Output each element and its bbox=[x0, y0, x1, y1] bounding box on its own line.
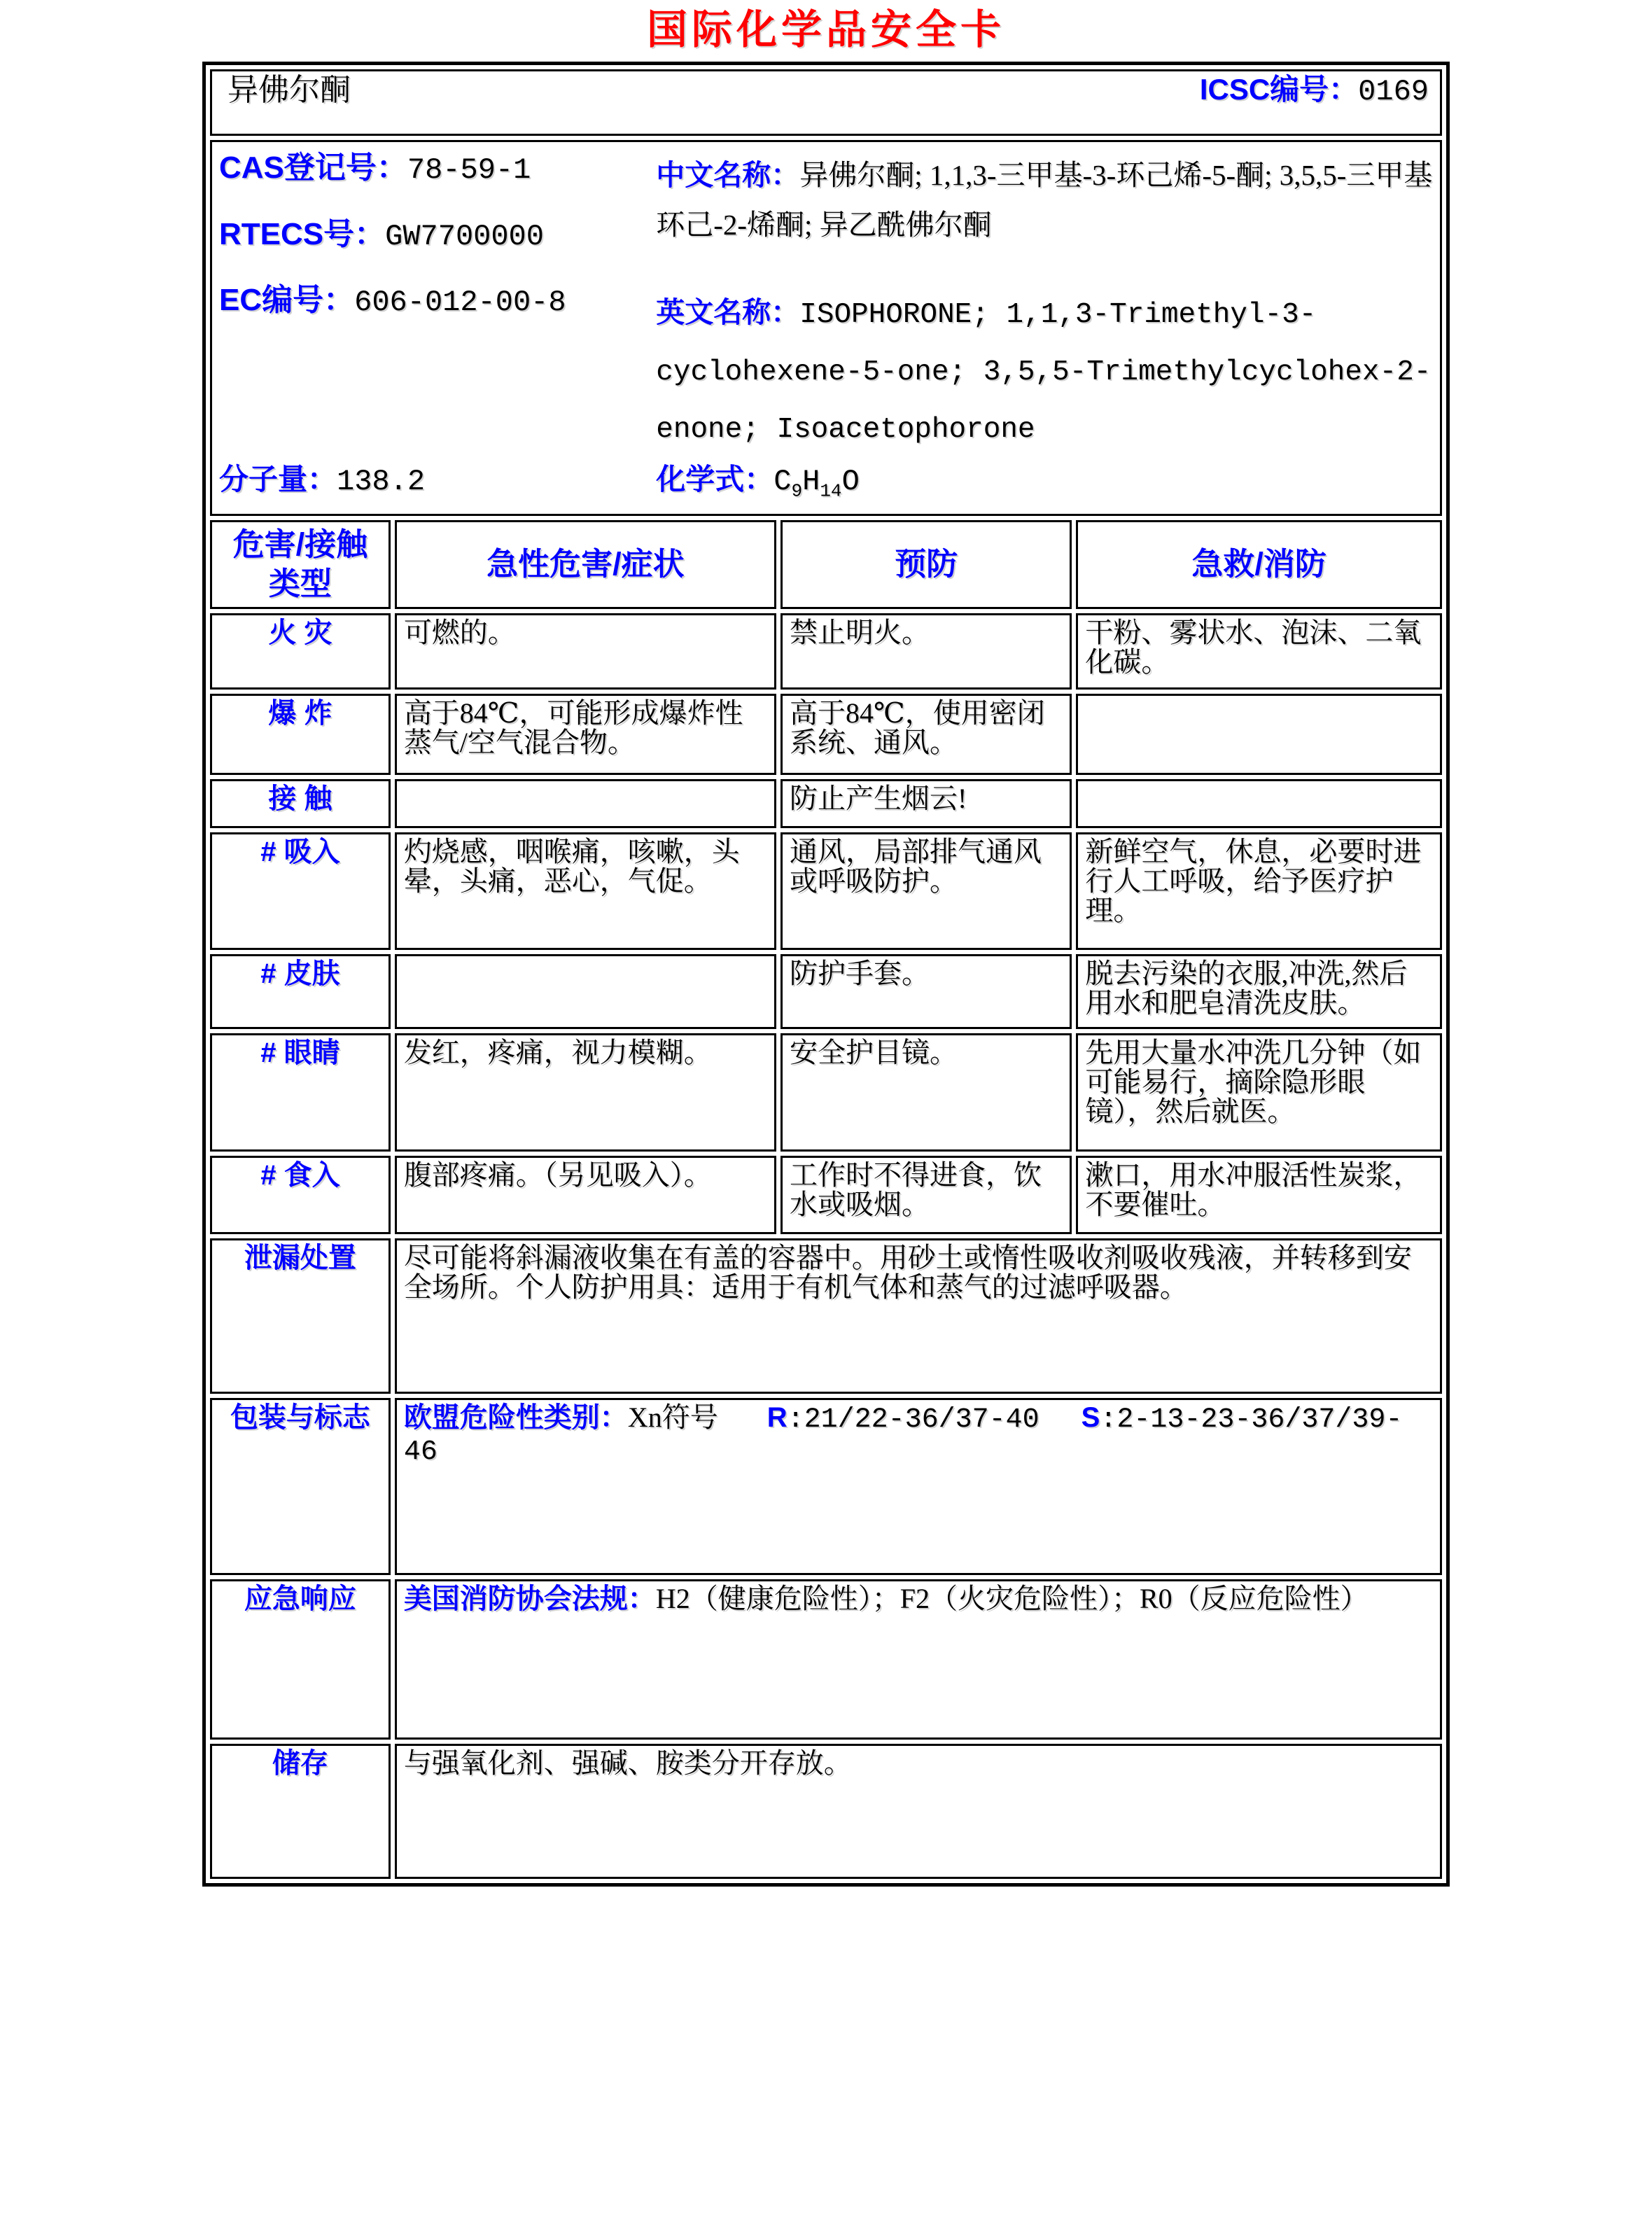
inhalation-label: # 吸入 bbox=[210, 832, 391, 950]
rtecs-number-line bbox=[219, 218, 656, 253]
packaging-label: 包装与标志 bbox=[210, 1398, 391, 1575]
emergency-label: 应急响应 bbox=[210, 1579, 391, 1740]
molecular-weight-label: 分子量： bbox=[219, 463, 337, 496]
skin-prevention: 防护手套。 bbox=[780, 954, 1072, 1029]
cas-value: 78-59-1 bbox=[407, 153, 531, 187]
explosion-symptoms: 高于84℃，可能形成爆炸性蒸气/空气混合物。 bbox=[395, 694, 776, 775]
hazard-header-response: 急救/消防 bbox=[1076, 520, 1442, 609]
english-names-value: ISOPHORONE; 1,1,3-Trimethyl-3-cyclohexene-5-one; 3,5,5-Trimethylcyclohex-2-enone; Isoacetophorone bbox=[656, 299, 1432, 446]
identity-cell bbox=[210, 140, 1442, 516]
explosion-label: 爆 炸 bbox=[210, 694, 391, 775]
molecular-weight-line bbox=[219, 464, 656, 501]
storage-row bbox=[210, 1744, 1442, 1879]
chinese-names-value: 异佛尔酮; 1,1,3-三甲基-3-环己烯-5-酮; 3,5,5-三甲基环己-2-烯酮; 异乙酰佛尔酮 bbox=[656, 159, 1433, 241]
eu-class-value: Xn符号 bbox=[627, 1401, 718, 1433]
ingestion-symptoms: 腹部疼痛。（另见吸入）。 bbox=[395, 1156, 776, 1234]
exposure-prevention: 防止产生烟云! bbox=[780, 779, 1072, 828]
molecular-weight-value: 138.2 bbox=[337, 465, 426, 498]
ec-value: 606-012-00-8 bbox=[354, 286, 566, 320]
fire-prevention: 禁止明火。 bbox=[780, 613, 1072, 690]
fire-label: 火 灾 bbox=[210, 613, 391, 690]
nfpa-label: 美国消防协会法规： bbox=[403, 1583, 656, 1614]
skin-symptoms bbox=[395, 954, 776, 1029]
inhalation-prevention: 通风，局部排气通风或呼吸防护。 bbox=[780, 832, 1072, 950]
icsc-card-table bbox=[202, 62, 1450, 1887]
hazard-row-eyes bbox=[210, 1033, 1442, 1152]
exposure-response bbox=[1076, 779, 1442, 828]
english-names bbox=[656, 286, 1433, 458]
eu-class-label: 欧盟危险性类别： bbox=[403, 1401, 628, 1433]
storage-text: 与强氧化剂、强碱、胺类分开存放。 bbox=[395, 1744, 1442, 1879]
chinese-names bbox=[656, 151, 1433, 249]
rtecs-value: GW7700000 bbox=[385, 219, 544, 253]
cas-label: CAS登记号： bbox=[219, 151, 407, 185]
packaging-row bbox=[210, 1398, 1442, 1575]
spill-row bbox=[210, 1238, 1442, 1394]
ec-label: EC编号： bbox=[219, 283, 355, 318]
cas-number-line bbox=[219, 152, 656, 186]
ec-number-line bbox=[219, 284, 656, 319]
hazard-header-type bbox=[210, 520, 391, 609]
header-cell bbox=[210, 69, 1442, 136]
spill-label: 泄漏处置 bbox=[210, 1238, 391, 1394]
page-title: 国际化学品安全卡 bbox=[646, 7, 1005, 53]
icsc-number-value: 0169 bbox=[1358, 75, 1429, 109]
nfpa-value: H2（健康危险性）；F2（火灾危险性）；R0（反应危险性） bbox=[655, 1582, 1368, 1614]
icsc-number-label: ICSC编号： bbox=[1199, 73, 1359, 106]
inhalation-symptoms: 灼烧感，咽喉痛，咳嗽，头晕，头痛，恶心，气促。 bbox=[395, 832, 776, 950]
english-names-label: 英文名称： bbox=[656, 296, 800, 329]
emergency-row bbox=[210, 1579, 1442, 1740]
hazard-row-skin bbox=[210, 954, 1442, 1029]
eyes-label: # 眼睛 bbox=[210, 1033, 391, 1152]
substance-name: 异佛尔酮 bbox=[227, 73, 351, 108]
exposure-symptoms bbox=[395, 779, 776, 828]
ingestion-prevention: 工作时不得进食，饮水或吸烟。 bbox=[780, 1156, 1072, 1234]
identity-row bbox=[210, 140, 1442, 516]
ingestion-response: 漱口，用水冲服活性炭浆，不要催吐。 bbox=[1076, 1156, 1442, 1234]
r-phrases-value: :21/22-36/37-40 bbox=[787, 1404, 1040, 1436]
explosion-response bbox=[1076, 694, 1442, 775]
chemical-formula-label: 化学式： bbox=[656, 463, 774, 496]
chemical-formula-line bbox=[656, 464, 1433, 501]
exposure-label: 接 触 bbox=[210, 779, 391, 828]
packaging-text bbox=[395, 1398, 1442, 1575]
hazard-header-type-line2: 类型 bbox=[268, 566, 332, 602]
s-phrases-label: S bbox=[1081, 1401, 1100, 1433]
s-phrases-value: :2-13-23-36/37/39-46 bbox=[403, 1404, 1403, 1468]
eyes-prevention: 安全护目镜。 bbox=[780, 1033, 1072, 1152]
hazard-header-prevention: 预防 bbox=[780, 520, 1072, 609]
eyes-response: 先用大量水冲洗几分钟（如可能易行，摘除隐形眼镜），然后就医。 bbox=[1076, 1033, 1442, 1152]
hazard-row-inhalation bbox=[210, 832, 1442, 950]
ingestion-label: # 食入 bbox=[210, 1156, 391, 1234]
chinese-names-label: 中文名称： bbox=[656, 159, 800, 191]
fire-symptoms: 可燃的。 bbox=[395, 613, 776, 690]
storage-label: 储存 bbox=[210, 1744, 391, 1879]
inhalation-response: 新鲜空气，休息，必要时进行人工呼吸，给予医疗护理。 bbox=[1076, 832, 1442, 950]
explosion-prevention: 高于84℃，使用密闭系统、通风。 bbox=[780, 694, 1072, 775]
registry-numbers bbox=[219, 145, 656, 464]
spill-text: 尽可能将斜漏液收集在有盖的容器中。用砂土或惰性吸收剂吸收残液，并转移到安全场所。个人防护用具：适用于有机气体和蒸气的过滤呼吸器。 bbox=[395, 1238, 1442, 1394]
emergency-text bbox=[395, 1579, 1442, 1740]
chemical-formula-value: $C_9H_{14}O$ bbox=[774, 465, 860, 502]
hazard-row-exposure bbox=[210, 779, 1442, 828]
hazard-header-row bbox=[210, 520, 1442, 609]
r-phrases-label: R bbox=[766, 1401, 788, 1433]
skin-response: 脱去污染的衣服,冲洗,然后用水和肥皂清洗皮肤。 bbox=[1076, 954, 1442, 1029]
hazard-header-type-line1: 危害/接触 bbox=[232, 526, 368, 562]
eyes-symptoms: 发红，疼痛，视力模糊。 bbox=[395, 1033, 776, 1152]
chemical-names bbox=[656, 145, 1433, 464]
hazard-row-ingestion bbox=[210, 1156, 1442, 1234]
fire-response: 干粉、雾状水、泡沫、二氧化碳。 bbox=[1076, 613, 1442, 690]
hazard-row-fire bbox=[210, 613, 1442, 690]
hazard-row-explosion bbox=[210, 694, 1442, 775]
header-row bbox=[210, 69, 1442, 136]
hazard-header-symptoms: 急性危害/症状 bbox=[395, 520, 776, 609]
skin-label: # 皮肤 bbox=[210, 954, 391, 1029]
rtecs-label: RTECS号： bbox=[219, 216, 386, 251]
